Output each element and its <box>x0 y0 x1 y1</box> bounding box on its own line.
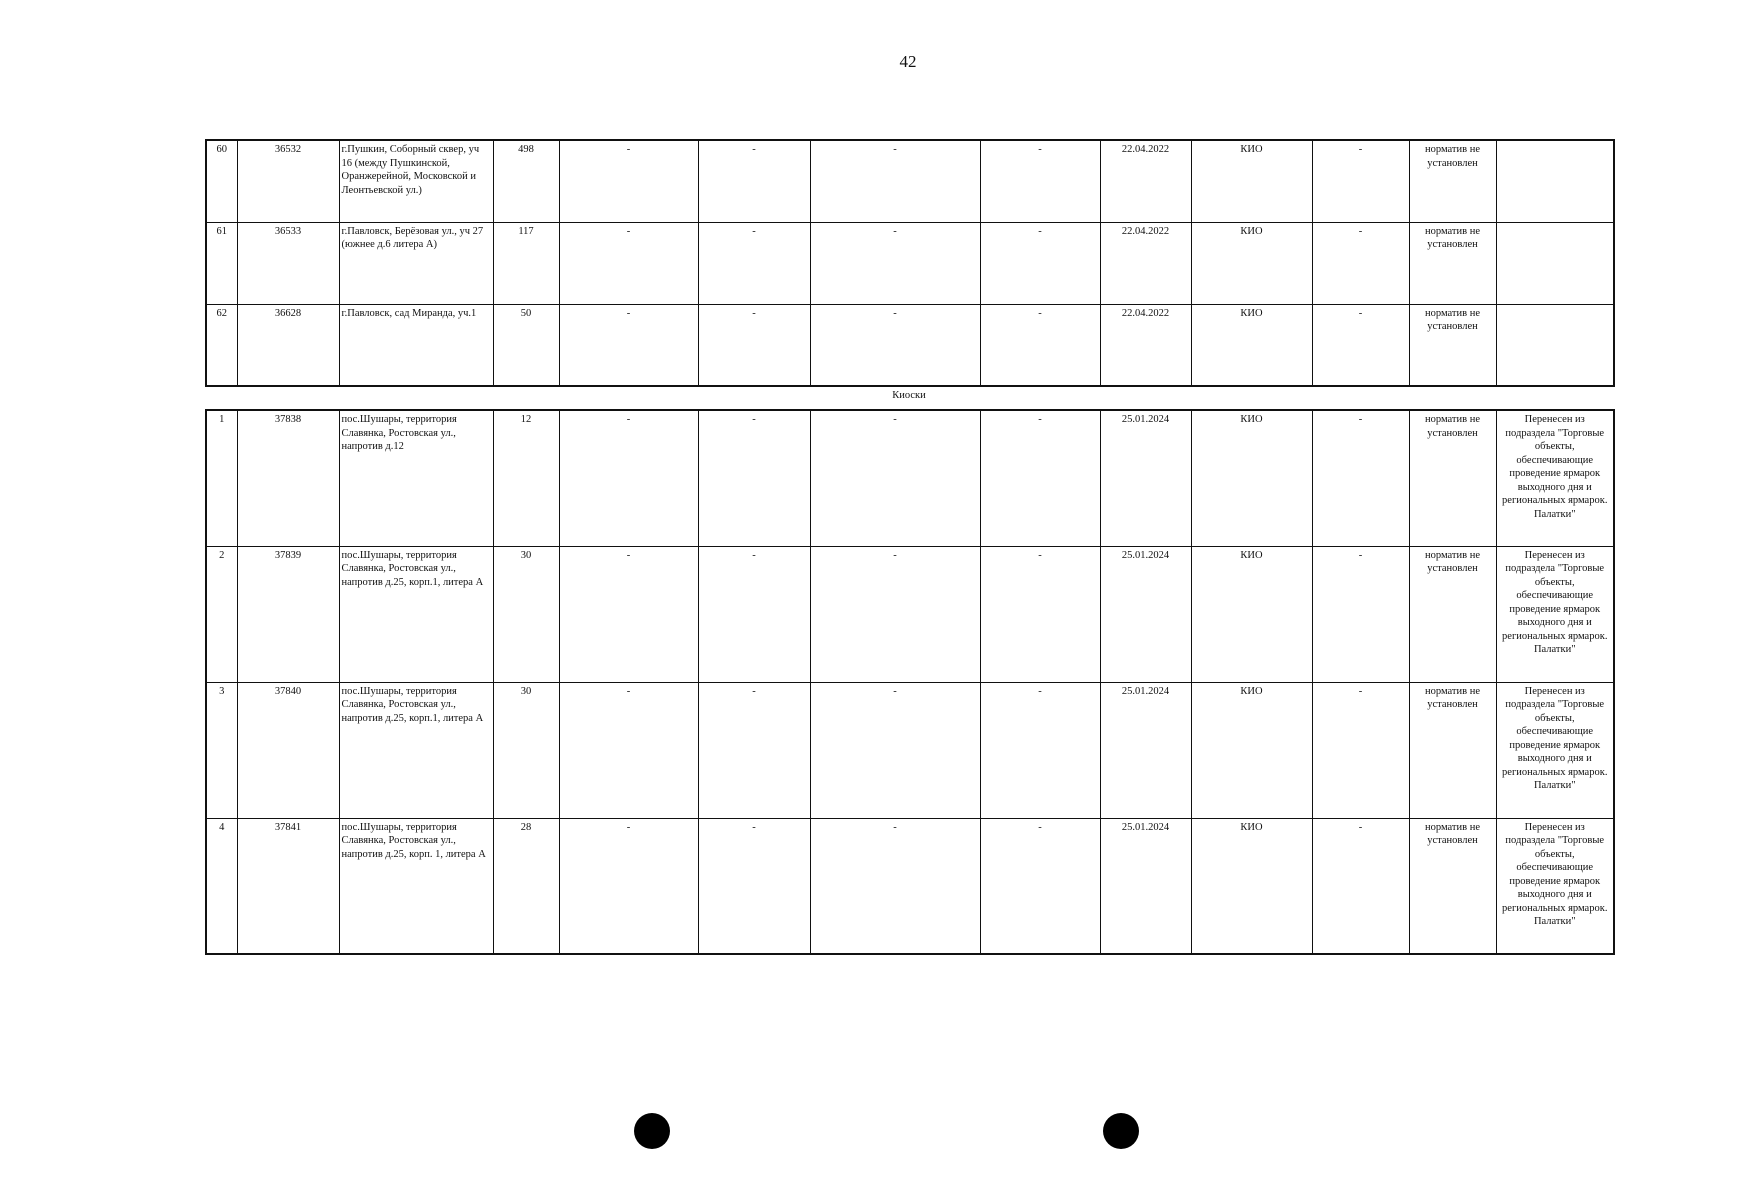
object-area: 498 <box>493 140 559 222</box>
object-org: КИО <box>1191 546 1312 682</box>
table-row <box>206 140 1614 222</box>
cell-dash: - <box>698 304 810 386</box>
object-address: г.Павловск, Берёзовая ул., уч 27 (южнее д.6 литера А) <box>339 222 493 304</box>
cell-dash: - <box>559 546 698 682</box>
object-address: пос.Шушары, территория Славянка, Ростовская ул., напротив д.25, корп. 1, литера А <box>339 818 493 954</box>
punch-hole-left <box>634 1113 670 1149</box>
cell-dash: - <box>559 682 698 818</box>
cell-dash: - <box>559 222 698 304</box>
cell-dash: - <box>698 682 810 818</box>
cell-dash: - <box>559 140 698 222</box>
cell-dash: - <box>698 818 810 954</box>
cell-dash: - <box>980 304 1100 386</box>
row-number: 2 <box>206 546 237 682</box>
cell-dash: - <box>1312 140 1409 222</box>
object-id: 36628 <box>237 304 339 386</box>
objects-table-kiosks <box>205 409 1615 955</box>
cell-dash: - <box>810 818 980 954</box>
object-address: пос.Шушары, территория Славянка, Ростовская ул., напротив д.12 <box>339 410 493 546</box>
section-title: Киоски <box>892 390 926 401</box>
object-date: 25.01.2024 <box>1100 546 1191 682</box>
row-number: 4 <box>206 818 237 954</box>
punch-hole-right <box>1103 1113 1139 1149</box>
row-number: 60 <box>206 140 237 222</box>
cell-dash: - <box>559 410 698 546</box>
object-org: КИО <box>1191 818 1312 954</box>
cell-dash: - <box>698 410 810 546</box>
object-note: Перенесен из подраздела "Торговые объекты, обеспечивающие проведение ярмарок выходного дня и региональных ярмарок. Палатки" <box>1496 818 1614 954</box>
cell-dash: - <box>1312 682 1409 818</box>
object-area: 12 <box>493 410 559 546</box>
object-area: 30 <box>493 682 559 818</box>
object-date: 22.04.2022 <box>1100 140 1191 222</box>
object-date: 22.04.2022 <box>1100 304 1191 386</box>
object-org: КИО <box>1191 682 1312 818</box>
object-org: КИО <box>1191 410 1312 546</box>
object-address: пос.Шушары, территория Славянка, Ростовская ул., напротив д.25, корп.1, литера А <box>339 682 493 818</box>
row-number: 62 <box>206 304 237 386</box>
object-note <box>1496 222 1614 304</box>
object-org: КИО <box>1191 304 1312 386</box>
cell-dash: - <box>980 410 1100 546</box>
table-row <box>206 546 1614 682</box>
objects-table-top <box>205 139 1615 387</box>
cell-dash: - <box>1312 222 1409 304</box>
object-norm: норматив не установлен <box>1409 140 1496 222</box>
object-note <box>1496 304 1614 386</box>
object-norm: норматив не установлен <box>1409 818 1496 954</box>
object-address: пос.Шушары, территория Славянка, Ростовская ул., напротив д.25, корп.1, литера А <box>339 546 493 682</box>
object-norm: норматив не установлен <box>1409 546 1496 682</box>
table-row <box>206 222 1614 304</box>
row-number: 1 <box>206 410 237 546</box>
cell-dash: - <box>810 410 980 546</box>
object-note: Перенесен из подраздела "Торговые объекты, обеспечивающие проведение ярмарок выходного дня и региональных ярмарок. Палатки" <box>1496 682 1614 818</box>
cell-dash: - <box>1312 410 1409 546</box>
cell-dash: - <box>810 222 980 304</box>
object-id: 37839 <box>237 546 339 682</box>
object-org: КИО <box>1191 222 1312 304</box>
object-norm: норматив не установлен <box>1409 682 1496 818</box>
object-norm: норматив не установлен <box>1409 222 1496 304</box>
cell-dash: - <box>810 546 980 682</box>
table-row <box>206 682 1614 818</box>
table-row <box>206 304 1614 386</box>
object-date: 22.04.2022 <box>1100 222 1191 304</box>
object-date: 25.01.2024 <box>1100 818 1191 954</box>
cell-dash: - <box>559 304 698 386</box>
object-area: 30 <box>493 546 559 682</box>
object-date: 25.01.2024 <box>1100 682 1191 818</box>
row-number: 61 <box>206 222 237 304</box>
object-date: 25.01.2024 <box>1100 410 1191 546</box>
object-area: 117 <box>493 222 559 304</box>
object-id: 36533 <box>237 222 339 304</box>
table-row <box>206 818 1614 954</box>
cell-dash: - <box>980 818 1100 954</box>
cell-dash: - <box>980 140 1100 222</box>
cell-dash: - <box>980 222 1100 304</box>
object-note: Перенесен из подраздела "Торговые объекты, обеспечивающие проведение ярмарок выходного дня и региональных ярмарок. Палатки" <box>1496 546 1614 682</box>
object-org: КИО <box>1191 140 1312 222</box>
object-id: 37841 <box>237 818 339 954</box>
row-number: 3 <box>206 682 237 818</box>
cell-dash: - <box>698 546 810 682</box>
cell-dash: - <box>980 546 1100 682</box>
cell-dash: - <box>559 818 698 954</box>
object-address: г.Пушкин, Соборный сквер, уч 16 (между Пушкинской, Оранжерейной, Московской и Леонтьевской ул.) <box>339 140 493 222</box>
cell-dash: - <box>810 682 980 818</box>
object-id: 37838 <box>237 410 339 546</box>
object-area: 50 <box>493 304 559 386</box>
page-number: 42 <box>899 52 917 71</box>
cell-dash: - <box>698 222 810 304</box>
cell-dash: - <box>980 682 1100 818</box>
object-note <box>1496 140 1614 222</box>
cell-dash: - <box>1312 818 1409 954</box>
object-note: Перенесен из подраздела "Торговые объекты, обеспечивающие проведение ярмарок выходного дня и региональных ярмарок. Палатки" <box>1496 410 1614 546</box>
object-id: 37840 <box>237 682 339 818</box>
cell-dash: - <box>810 140 980 222</box>
cell-dash: - <box>698 140 810 222</box>
object-norm: норматив не установлен <box>1409 410 1496 546</box>
object-norm: норматив не установлен <box>1409 304 1496 386</box>
object-id: 36532 <box>237 140 339 222</box>
cell-dash: - <box>1312 304 1409 386</box>
object-area: 28 <box>493 818 559 954</box>
table-row <box>206 410 1614 546</box>
cell-dash: - <box>810 304 980 386</box>
cell-dash: - <box>1312 546 1409 682</box>
object-address: г.Павловск, сад Миранда, уч.1 <box>339 304 493 386</box>
